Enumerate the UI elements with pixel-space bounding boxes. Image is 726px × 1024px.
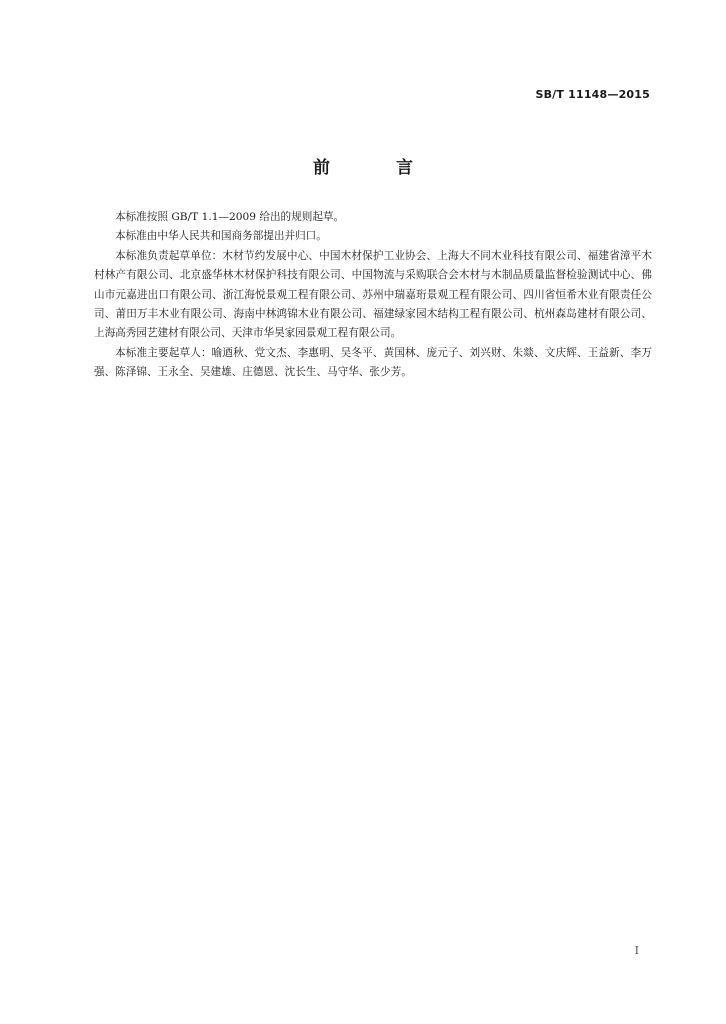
- foreword-body: [94, 208, 652, 383]
- paragraph-proposer: 本标准由中华人民共和国商务部提出并归口。: [115, 230, 327, 243]
- page-number: I: [634, 944, 639, 957]
- standard-code: SB/T 11148—2015: [535, 88, 650, 101]
- paragraph-drafters: 本标准主要起草人：喻迺秋、党文杰、李惠明、吴冬平、黄国林、庞元子、刘兴财、朱燚、文庆辉、王益新、李万强、陈泽锦、王永全、吴建雄、庄德恩、沈长生、马守华、张少芳。: [94, 346, 652, 379]
- paragraph-drafting-units: 本标准负责起草单位：木材节约发展中心、中国木材保护工业协会、上海大不同木业科技有限公司、福建省漳平木村林产有限公司、北京盛华林木材保护科技有限公司、中国物流与采购联合会木材与木制品质量监督检验测试中心、佛山市元嘉进出口有限公司、浙江海悦景观工程有限公司、苏州中瑞嘉珩景观工程有限公司、四川省恒希木业有限责任公司、莆田万丰木业有限公司、海南中林鸿锦木业有限公司、福建绿家园木结构工程有限公司、杭州森岛建材有限公司、上海高秀园艺建材有限公司、天津市华昊家园景观工程有限公司。: [94, 249, 652, 340]
- paragraph-drafting-rules: 本标准按照 GB/T 1.1—2009 给出的规则起草。: [115, 211, 345, 223]
- page-title: 前 言: [313, 158, 443, 178]
